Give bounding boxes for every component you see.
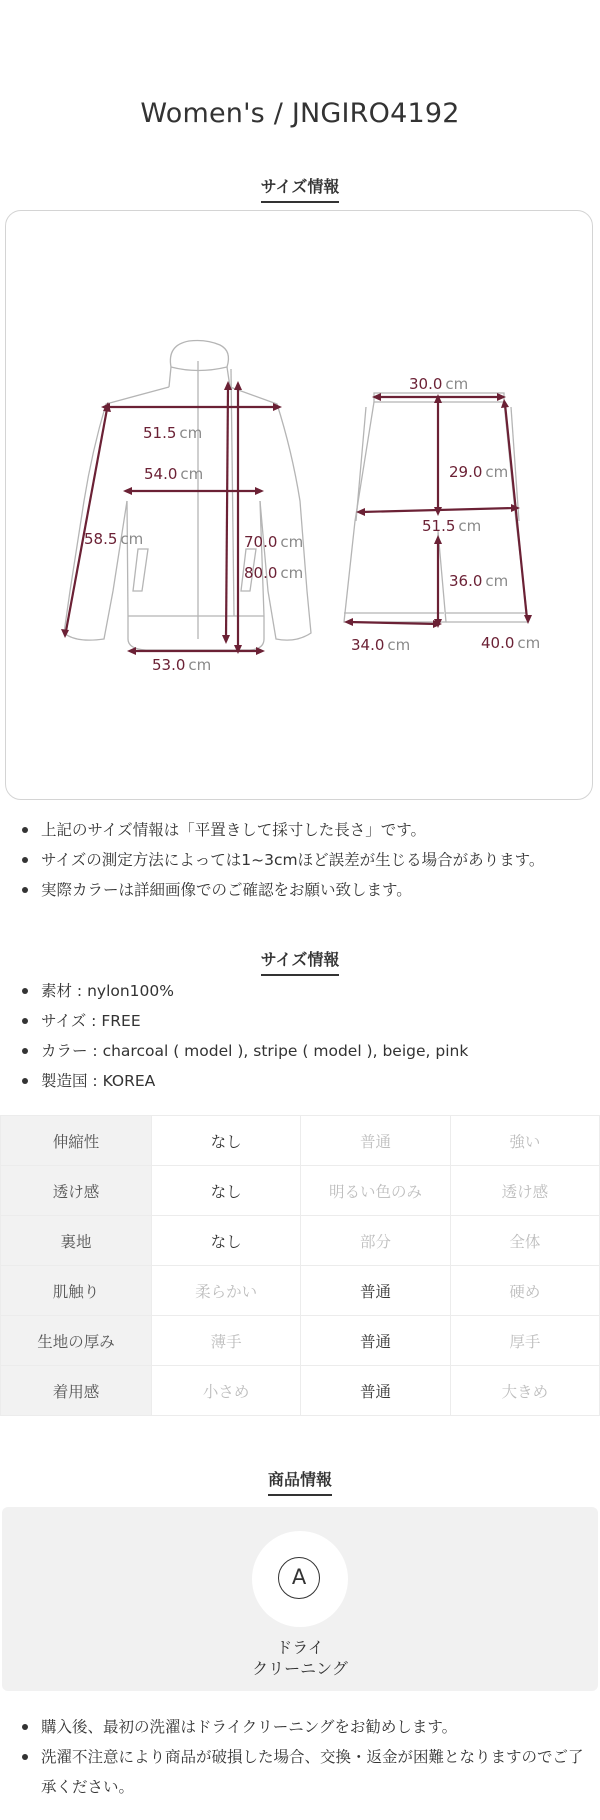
fabric-option-cell: 普通 <box>301 1116 450 1166</box>
fabric-option-cell: なし <box>152 1166 301 1216</box>
measure-length: 36.0 cm <box>449 572 509 590</box>
dry-clean-a-icon: A <box>278 1557 320 1599</box>
fabric-option-cell: 普通 <box>301 1316 450 1366</box>
care-panel <box>2 1507 598 1691</box>
fabric-option-cell: 透け感 <box>450 1166 599 1216</box>
care-notes-list <box>20 1712 590 1802</box>
spec-list <box>20 976 590 1096</box>
fabric-attribute-label: 生地の厚み <box>1 1316 152 1366</box>
size-diagram <box>5 210 593 800</box>
fabric-option-cell: 全体 <box>450 1216 599 1266</box>
size-info-heading: サイズ情報 <box>0 174 600 203</box>
list-item: 製造国 : KOREA <box>20 1066 590 1096</box>
care-label: ドライ クリーニング <box>252 1638 348 1678</box>
list-item: サイズの測定方法によっては1~3cmほど誤差が生じる場合があります。 <box>20 845 590 875</box>
measure-shoulder: 51.5 cm <box>143 424 203 442</box>
measure-chest: 54.0 cm <box>144 465 204 483</box>
table-row <box>1 1266 600 1316</box>
size-notes-list <box>20 815 590 905</box>
size-diagram-svg <box>6 211 594 801</box>
fabric-option-cell: 強い <box>450 1116 599 1166</box>
fabric-attribute-label: 着用感 <box>1 1366 152 1416</box>
fabric-option-cell: 普通 <box>301 1266 450 1316</box>
care-icon-wrapper <box>252 1531 348 1627</box>
fabric-option-cell: 厚手 <box>450 1316 599 1366</box>
list-item: 購入後、最初の洗濯はドライクリーニングをお勧めします。 <box>20 1712 590 1742</box>
measure-waist: 30.0 cm <box>409 375 469 393</box>
measure-hem: 53.0 cm <box>152 656 212 674</box>
product-info-heading: 商品情報 <box>0 1467 600 1496</box>
fabric-option-cell: 薄手 <box>152 1316 301 1366</box>
list-item: 素材 : nylon100% <box>20 976 590 1006</box>
table-row <box>1 1366 600 1416</box>
list-item: 上記のサイズ情報は「平置きして採寸した長さ」です。 <box>20 815 590 845</box>
fabric-option-cell: 柔らかい <box>152 1266 301 1316</box>
measure-back-length: 80.0 cm <box>244 564 304 582</box>
measure-sleeve: 58.5 cm <box>84 530 144 548</box>
list-item: 洗濯不注意により商品が破損した場合、交換・返金が困難となりますのでご了承ください。 <box>20 1742 590 1802</box>
spec-heading: サイズ情報 <box>0 947 600 976</box>
table-row <box>1 1116 600 1166</box>
fabric-option-cell: 明るい色のみ <box>301 1166 450 1216</box>
jacket-outline <box>64 341 311 651</box>
fabric-option-cell: 大きめ <box>450 1366 599 1416</box>
table-row <box>1 1316 600 1366</box>
measure-hip: 51.5 cm <box>422 517 482 535</box>
fabric-attribute-label: 裏地 <box>1 1216 152 1266</box>
measure-rise: 29.0 cm <box>449 463 509 481</box>
page-title: Women's / JNGIRO4192 <box>140 98 460 129</box>
measure-center-length: 70.0 cm <box>244 533 304 551</box>
table-row <box>1 1166 600 1216</box>
fabric-table <box>0 1115 600 1416</box>
fabric-option-cell: 普通 <box>301 1366 450 1416</box>
fabric-attribute-label: 伸縮性 <box>1 1116 152 1166</box>
fabric-option-cell: 部分 <box>301 1216 450 1266</box>
table-row <box>1 1216 600 1266</box>
fabric-option-cell: なし <box>152 1216 301 1266</box>
fabric-option-cell: なし <box>152 1116 301 1166</box>
fabric-attribute-label: 肌触り <box>1 1266 152 1316</box>
list-item: カラー : charcoal ( model ), stripe ( model ), beige, pink <box>20 1036 590 1066</box>
fabric-option-cell: 硬め <box>450 1266 599 1316</box>
measure-hem-left: 34.0 cm <box>351 636 411 654</box>
list-item: サイズ : FREE <box>20 1006 590 1036</box>
fabric-option-cell: 小さめ <box>152 1366 301 1416</box>
fabric-attribute-label: 透け感 <box>1 1166 152 1216</box>
list-item: 実際カラーは詳細画像でのご確認をお願い致します。 <box>20 875 590 905</box>
measure-hem-right: 40.0 cm <box>481 634 541 652</box>
